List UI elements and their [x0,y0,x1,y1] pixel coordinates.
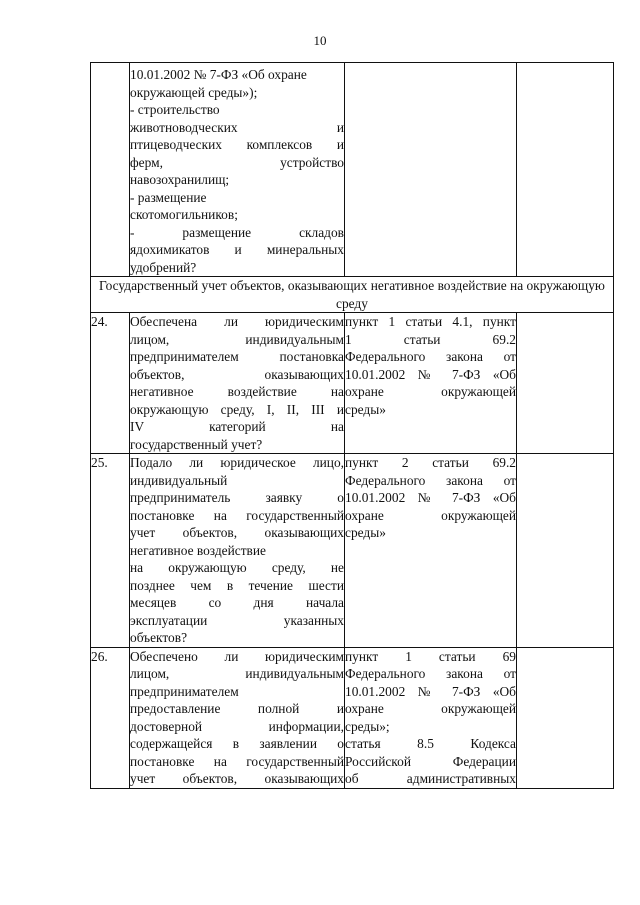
text-line: скотомогильников; [130,207,238,222]
question-cell [130,647,345,788]
text-line: животноводческих и [130,119,344,135]
text-line: среды» [345,401,386,417]
row-number: 25. [91,454,130,648]
row-number: 24. [91,313,130,454]
question-cell [130,63,345,277]
text-line: пункт 1 статьи 69 [345,648,516,664]
text-line: негативное воздействие на [130,384,344,399]
text-line: пункт 1 статьи 4.1, пункт [345,314,516,329]
text-line: окружающую среду, I, II, III и [130,401,344,417]
text-line: Российской Федерации [345,753,516,769]
row-number: 26. [91,647,130,788]
text-line: Федерального закона от [345,666,516,681]
text-line: месяцев со дня начала [130,595,344,610]
text-line: окружающей среды»); [130,84,258,100]
checklist-table [90,62,614,789]
text-line: предпринимателем постановка [130,349,344,364]
table-row-26 [91,647,614,788]
text-line: Федерального закона от [345,349,516,364]
question-cell [130,454,345,648]
table-row-continuation [91,63,614,277]
text-line: на окружающую среду, не [130,560,344,575]
text-line: навозохранилищ; [130,172,230,187]
reference-cell [345,63,517,277]
text-line: - строительство [130,102,220,117]
reference-cell [345,313,517,454]
text-line: - размещение [130,189,207,205]
text-line: предприниматель заявку о [130,490,344,505]
text-line: охране окружающей [345,701,516,716]
text-line: постановке на государственный [130,753,344,769]
text-line: Федерального закона от [345,472,516,488]
text-line: 1 статьи 69.2 [345,331,516,347]
text-line: Обеспечено ли юридическим [130,648,344,664]
text-line: лицом, индивидуальным [130,666,344,681]
result-cell [517,313,614,454]
text-line: предоставление полной и [130,701,344,716]
question-cell [130,313,345,454]
text-line: среды»; [345,718,390,734]
text-line: ядохимикатов и минеральных [130,242,344,257]
text-line: среды» [345,525,386,540]
text-line: 10.01.2002 № 7-ФЗ «Об охране [130,67,307,82]
text-line: объектов? [130,630,188,645]
result-cell [517,454,614,648]
text-line: позднее чем в течение шести [130,577,344,593]
text-line: пункт 2 статьи 69.2 [345,455,516,470]
text-line: - размещение складов [130,224,344,240]
row-number-cell [91,63,130,277]
reference-cell [345,647,517,788]
table-row-24 [91,313,614,454]
text-line: об административных [345,771,516,786]
text-line: 10.01.2002 № 7-ФЗ «Об [345,490,516,505]
text-line: охране окружающей [345,507,516,523]
text-line: индивидуальный [130,472,228,488]
text-line: ферм, устройство [130,154,344,170]
text-line: содержащейся в заявлении о [130,736,344,751]
text-line: учет объектов, оказывающих [130,525,344,540]
text-line: охране окружающей [345,384,516,399]
text-line: учет объектов, оказывающих [130,771,344,786]
text-line: Подало ли юридическое лицо, [130,455,344,470]
text-line: 10.01.2002 № 7-ФЗ «Об [345,366,516,382]
text-line: негативное воздействие [130,542,266,558]
text-line: птицеводческих комплексов и [130,137,344,152]
text-line: объектов, оказывающих [130,366,344,382]
text-line: 10.01.2002 № 7-ФЗ «Об [345,683,516,699]
text-line: государственный учет? [130,436,263,452]
section-heading: Государственный учет объектов, оказывающих негативное воздействие на окружающую среду [91,277,614,313]
text-line: лицом, индивидуальным [130,331,344,347]
text-line: удобрений? [130,259,197,275]
result-cell [517,647,614,788]
page-number: 10 [313,33,327,48]
text-line: достоверной информации, [130,718,344,734]
reference-cell [345,454,517,648]
text-line: эксплуатации указанных [130,612,344,628]
text-line: предпринимателем [130,683,239,699]
text-line: статья 8.5 Кодекса [345,736,516,751]
section-heading-row [91,277,614,313]
text-line: IV категорий на [130,419,344,434]
text-line: Обеспечена ли юридическим [130,314,344,329]
text-line: постановке на государственный [130,507,344,523]
result-cell [517,63,614,277]
table-row-25 [91,454,614,648]
